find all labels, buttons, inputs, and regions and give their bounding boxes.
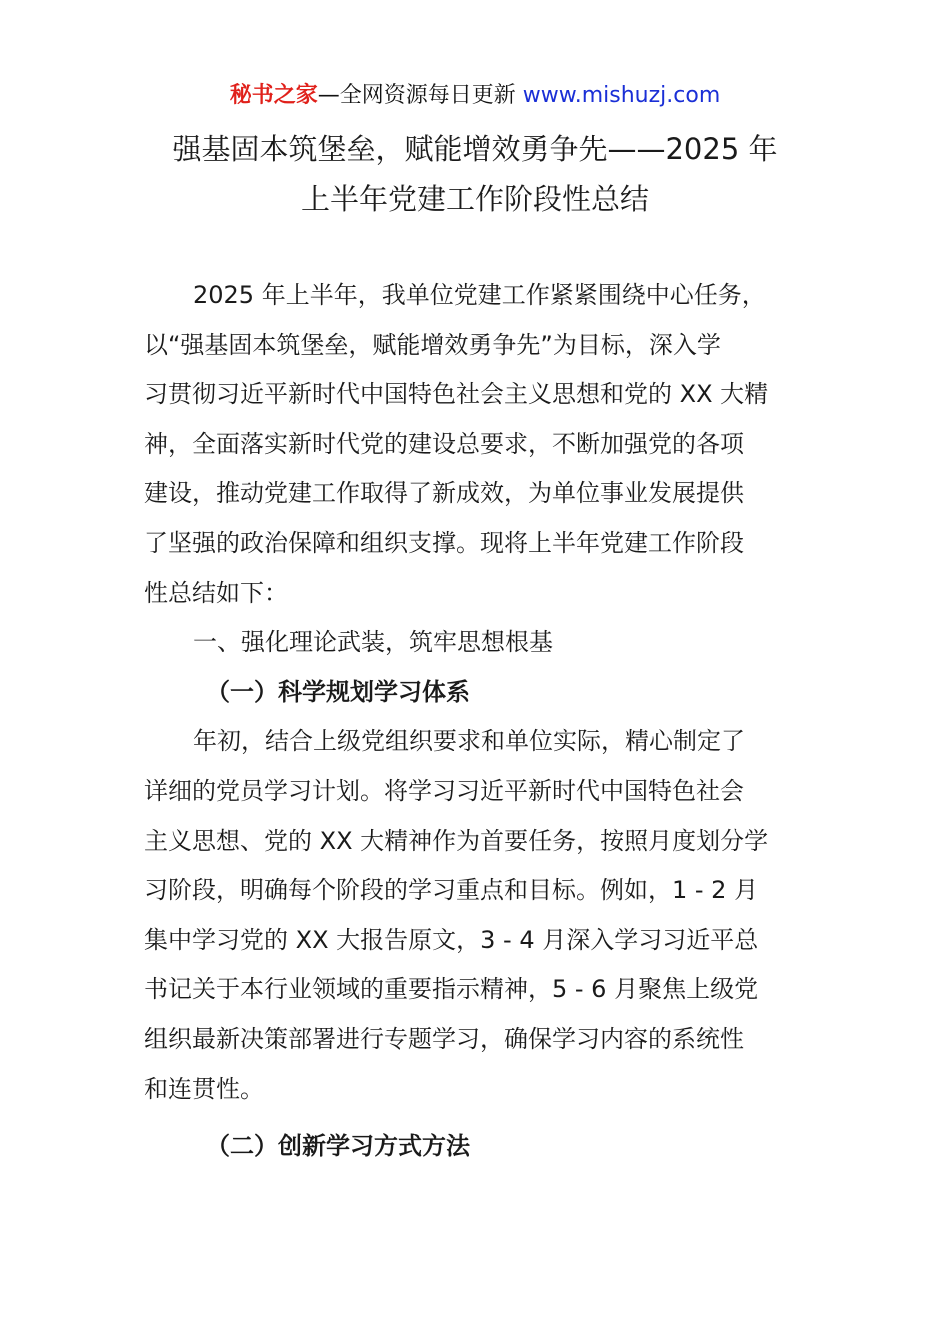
document-body	[144, 271, 810, 1172]
brand-name: 秘书之家	[229, 83, 318, 108]
subsection-heading: （一）科学规划学习体系	[206, 677, 470, 706]
paragraph-line: 和连贯性。	[144, 1074, 264, 1103]
paragraph-line: 年初，结合上级党组织要求和单位实际，精心制定了	[193, 727, 745, 756]
header-tagline: —全网资源每日更新	[317, 83, 523, 108]
paragraph-line: 习阶段，明确每个阶段的学习重点和目标。例如，1 - 2 月	[144, 876, 759, 905]
subsection-heading: （二）创新学习方式方法	[206, 1132, 470, 1161]
paragraph-line: 2025 年上半年，我单位党建工作紧紧围绕中心任务，	[193, 281, 766, 309]
paragraph-line: 集中学习党的 XX 大报告原文，3 - 4 月深入学习习近平总	[144, 925, 759, 954]
title-line-2: 上半年党建工作阶段性总结	[300, 182, 649, 216]
paragraph-line: 了坚强的政治保障和组织支撑。现将上半年党建工作阶段	[144, 528, 744, 557]
paragraph-line: 习贯彻习近平新时代中国特色社会主义思想和党的 XX 大精	[144, 380, 769, 409]
paragraph-line: 性总结如下：	[144, 578, 288, 607]
paragraph-line: 建设，推动党建工作取得了新成效，为单位事业发展提供	[144, 479, 744, 508]
paragraph-line: 详细的党员学习计划。将学习习近平新时代中国特色社会	[144, 776, 744, 805]
site-header	[0, 80, 950, 112]
paragraph-line: 神，全面落实新时代党的建设总要求，不断加强党的各项	[144, 429, 744, 458]
title-line-1: 强基固本筑堡垒，赋能增效勇争先——2025 年	[172, 132, 778, 166]
site-link[interactable]: www.mishuzj.com	[522, 83, 721, 108]
paragraph-line: 组织最新决策部署进行专题学习，确保学习内容的系统性	[144, 1024, 744, 1053]
document-title	[120, 124, 830, 224]
paragraph-line: 主义思想、党的 XX 大精神作为首要任务，按照月度划分学	[144, 826, 769, 855]
section-heading: 一、强化理论武装，筑牢思想根基	[193, 628, 553, 657]
spacer	[144, 1114, 810, 1122]
paragraph-line: 以“强基固本筑堡垒，赋能增效勇争先”为目标，深入学	[144, 330, 721, 359]
paragraph-line: 书记关于本行业领域的重要指示精神，5 - 6 月聚焦上级党	[144, 975, 759, 1004]
